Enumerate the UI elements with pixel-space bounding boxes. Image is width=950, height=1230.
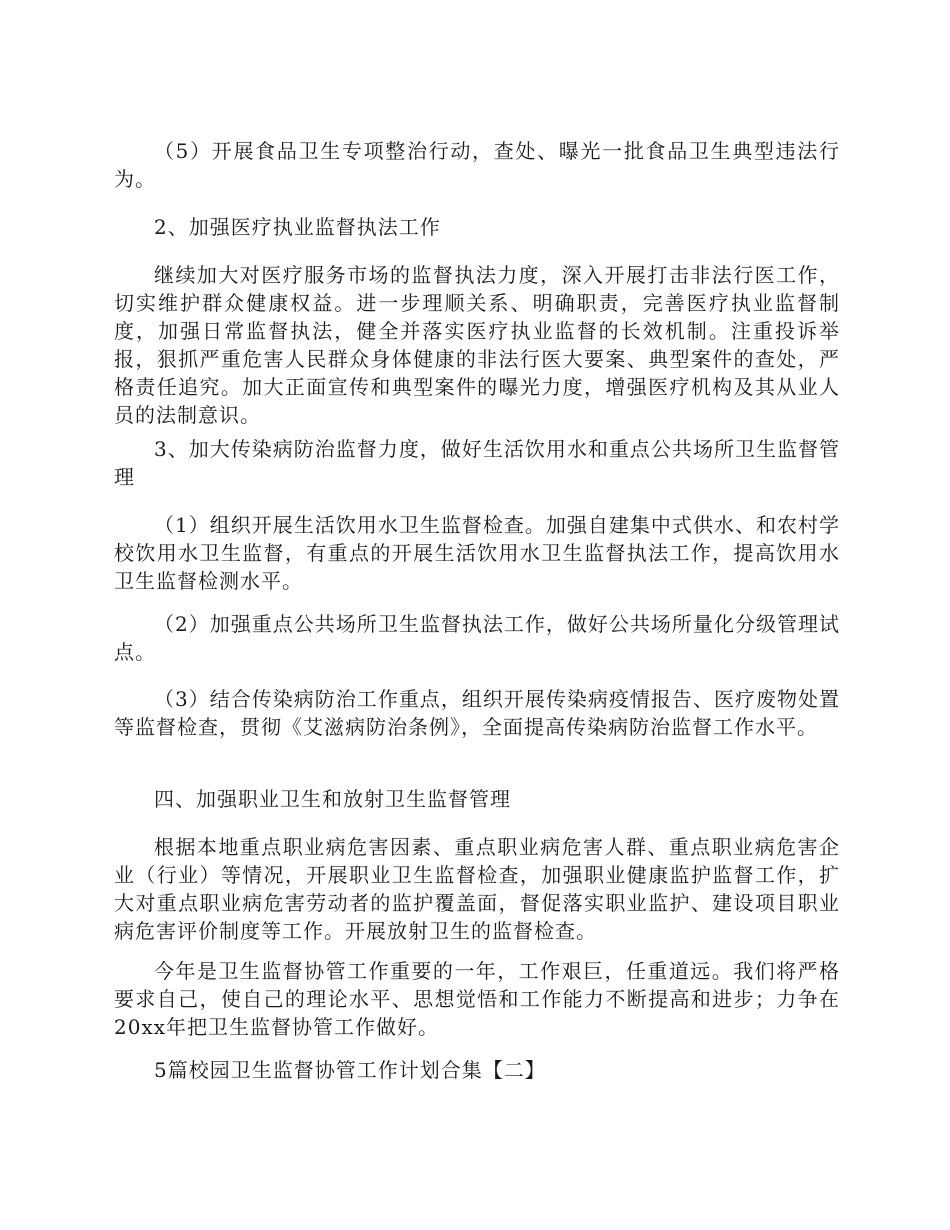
heading-occupational-health: 四、加强职业卫生和放射卫生监督管理 bbox=[154, 787, 511, 811]
section-title-part-two: 5篇校园卫生监督协管工作计划合集【二】 bbox=[154, 1058, 546, 1082]
heading-infectious-disease: 3、加大传染病防治监督力度，做好生活饮用水和重点公共场所卫生监督管理 bbox=[114, 437, 840, 489]
paragraph-drinking-water: （1）组织开展生活饮用水卫生监督检查。加强自建集中式供水、和农村学校饮用水卫生监督，有重点的开展生活饮用水卫生监督执法工作，提高饮用水卫生监督检测水平。 bbox=[114, 513, 840, 593]
paragraph-food-hygiene-action: （5）开展食品卫生专项整治行动，查处、曝光一批食品卫生典型违法行为。 bbox=[114, 139, 840, 191]
paragraph-conclusion: 今年是卫生监督协管工作重要的一年，工作艰巨，任重道远。我们将严格要求自己，使自己的理论水平、思想觉悟和工作能力不断提高和进步；力争在20xx年把卫生监督协管工作做好。 bbox=[114, 959, 840, 1039]
paragraph-disease-prevention: （3）结合传染病防治工作重点，组织开展传染病疫情报告、医疗废物处置等监督检查，贯彻《艾滋病防治条例》，全面提高传染病防治监督工作水平。 bbox=[114, 687, 840, 739]
paragraph-medical-supervision: 继续加大对医疗服务市场的监督执法力度，深入开展打击非法行医工作，切实维护群众健康权益。进一步理顺关系、明确职责，完善医疗执业监督制度，加强日常监督执法，健全并落实医疗执业监督的长效机制。注重投诉举报，狠抓严重危害人民群众身体健康的非法行医大要案、典型案件的查处，严格责任追究。加大正面宣传和典型案件的曝光力度，增强医疗机构及其从业人员的法制意识。 bbox=[114, 263, 840, 427]
heading-medical-supervision: 2、加强医疗执业监督执法工作 bbox=[154, 215, 441, 239]
paragraph-occupational-health: 根据本地重点职业病危害因素、重点职业病危害人群、重点职业病危害企业（行业）等情况，开展职业卫生监督检查，加强职业健康监护监督工作，扩大对重点职业病危害劳动者的监护覆盖面，督促落实职业监护、建设项目职业病危害评价制度等工作。开展放射卫生的监督检查。 bbox=[114, 835, 840, 943]
paragraph-public-places: （2）加强重点公共场所卫生监督执法工作，做好公共场所量化分级管理试点。 bbox=[114, 612, 840, 664]
